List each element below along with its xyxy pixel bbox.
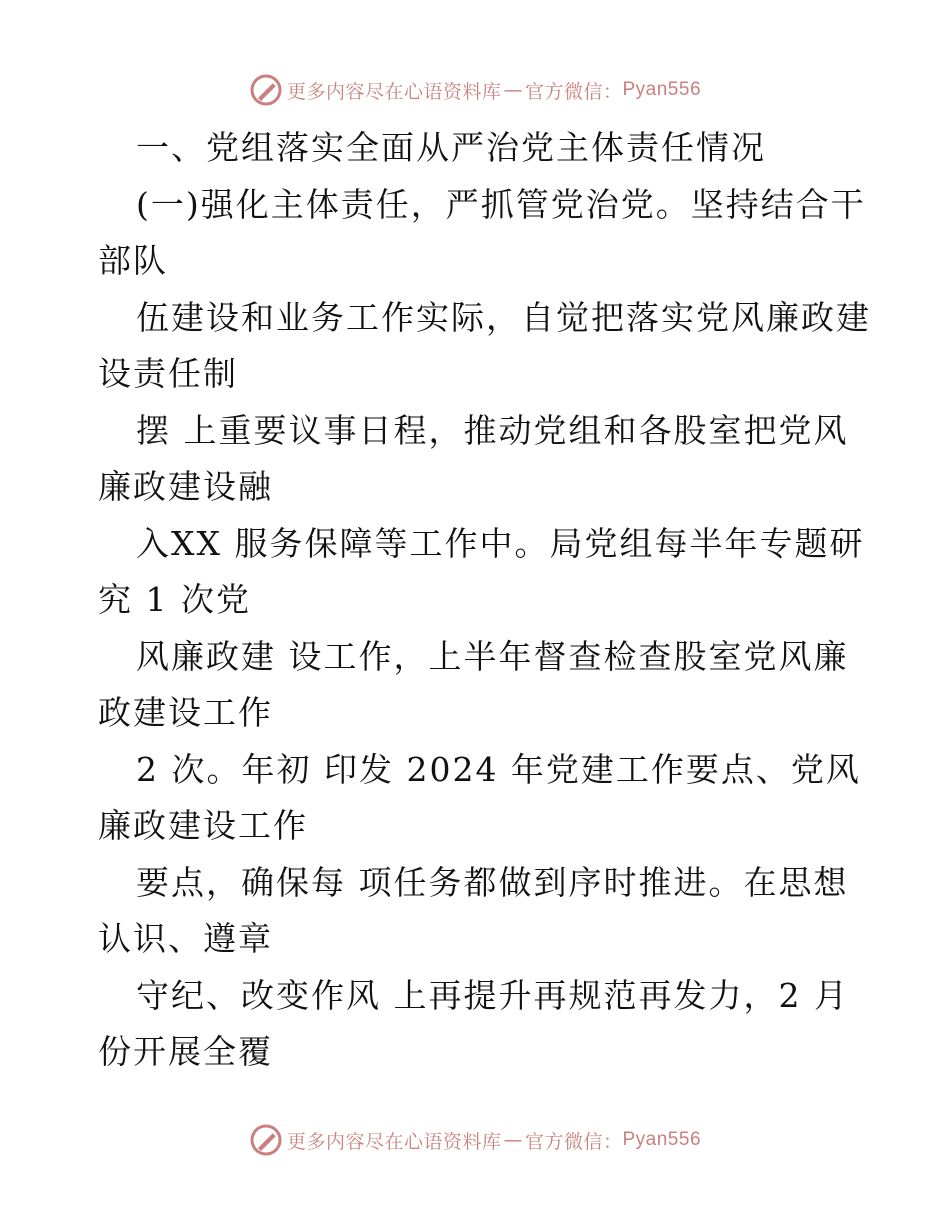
text-line: 一、党组落实全面从严治党主体责任情况 (136, 128, 766, 167)
text-line: 摆 上重要议事日程，推动党组和各股室把党风 (136, 410, 849, 450)
text-line: (一)强化主体责任，严抓管党治党。坚持结合干 (136, 184, 866, 224)
text-line: 部队 (98, 241, 168, 280)
text-line: 廉政建设融 (98, 467, 273, 506)
text-line: 入XX 服务保障等工作中。局党组每半年专题研 (136, 523, 865, 563)
text-line: 设责任制 (98, 354, 238, 393)
brand-logo-icon (249, 73, 283, 107)
text-line: 究 1 次党 (98, 580, 251, 619)
document-body (98, 120, 871, 1081)
footer-watermark (0, 1120, 950, 1160)
watermark-suffix: 官方微信： (524, 80, 623, 103)
watermark-separator: — (503, 1129, 523, 1151)
text-line: 要点，确保每 项任务都做到序时推进。在思想 (136, 862, 849, 902)
text-line: 份开展全覆 (98, 1032, 273, 1071)
brand-logo-icon (249, 1123, 283, 1157)
text-line: 2 次。年初 印发 2024 年党建工作要点、党风 (136, 749, 861, 789)
text-line: 风廉政建 设工作，上半年督查检查股室党风廉 (136, 636, 849, 676)
watermark-text: 更多内容尽在心语资料库 (286, 1130, 502, 1153)
text-line: 守纪、改变作风 上再提升再规范再发力，2 月 (136, 975, 849, 1015)
text-line: 政建设工作 (98, 693, 273, 732)
text-line: 认识、遵章 (98, 919, 273, 958)
watermark-text: 更多内容尽在心语资料库 (286, 80, 502, 103)
text-line: 廉政建设工作 (98, 806, 308, 845)
watermark-suffix: 官方微信： (524, 1130, 623, 1153)
watermark-separator: — (503, 79, 523, 101)
watermark-id: Pyan556 (622, 79, 702, 100)
text-line: 伍建设和业务工作实际，自觉把落实党风廉政建 (136, 297, 871, 337)
watermark-id: Pyan556 (622, 1129, 702, 1150)
header-watermark (0, 70, 950, 110)
